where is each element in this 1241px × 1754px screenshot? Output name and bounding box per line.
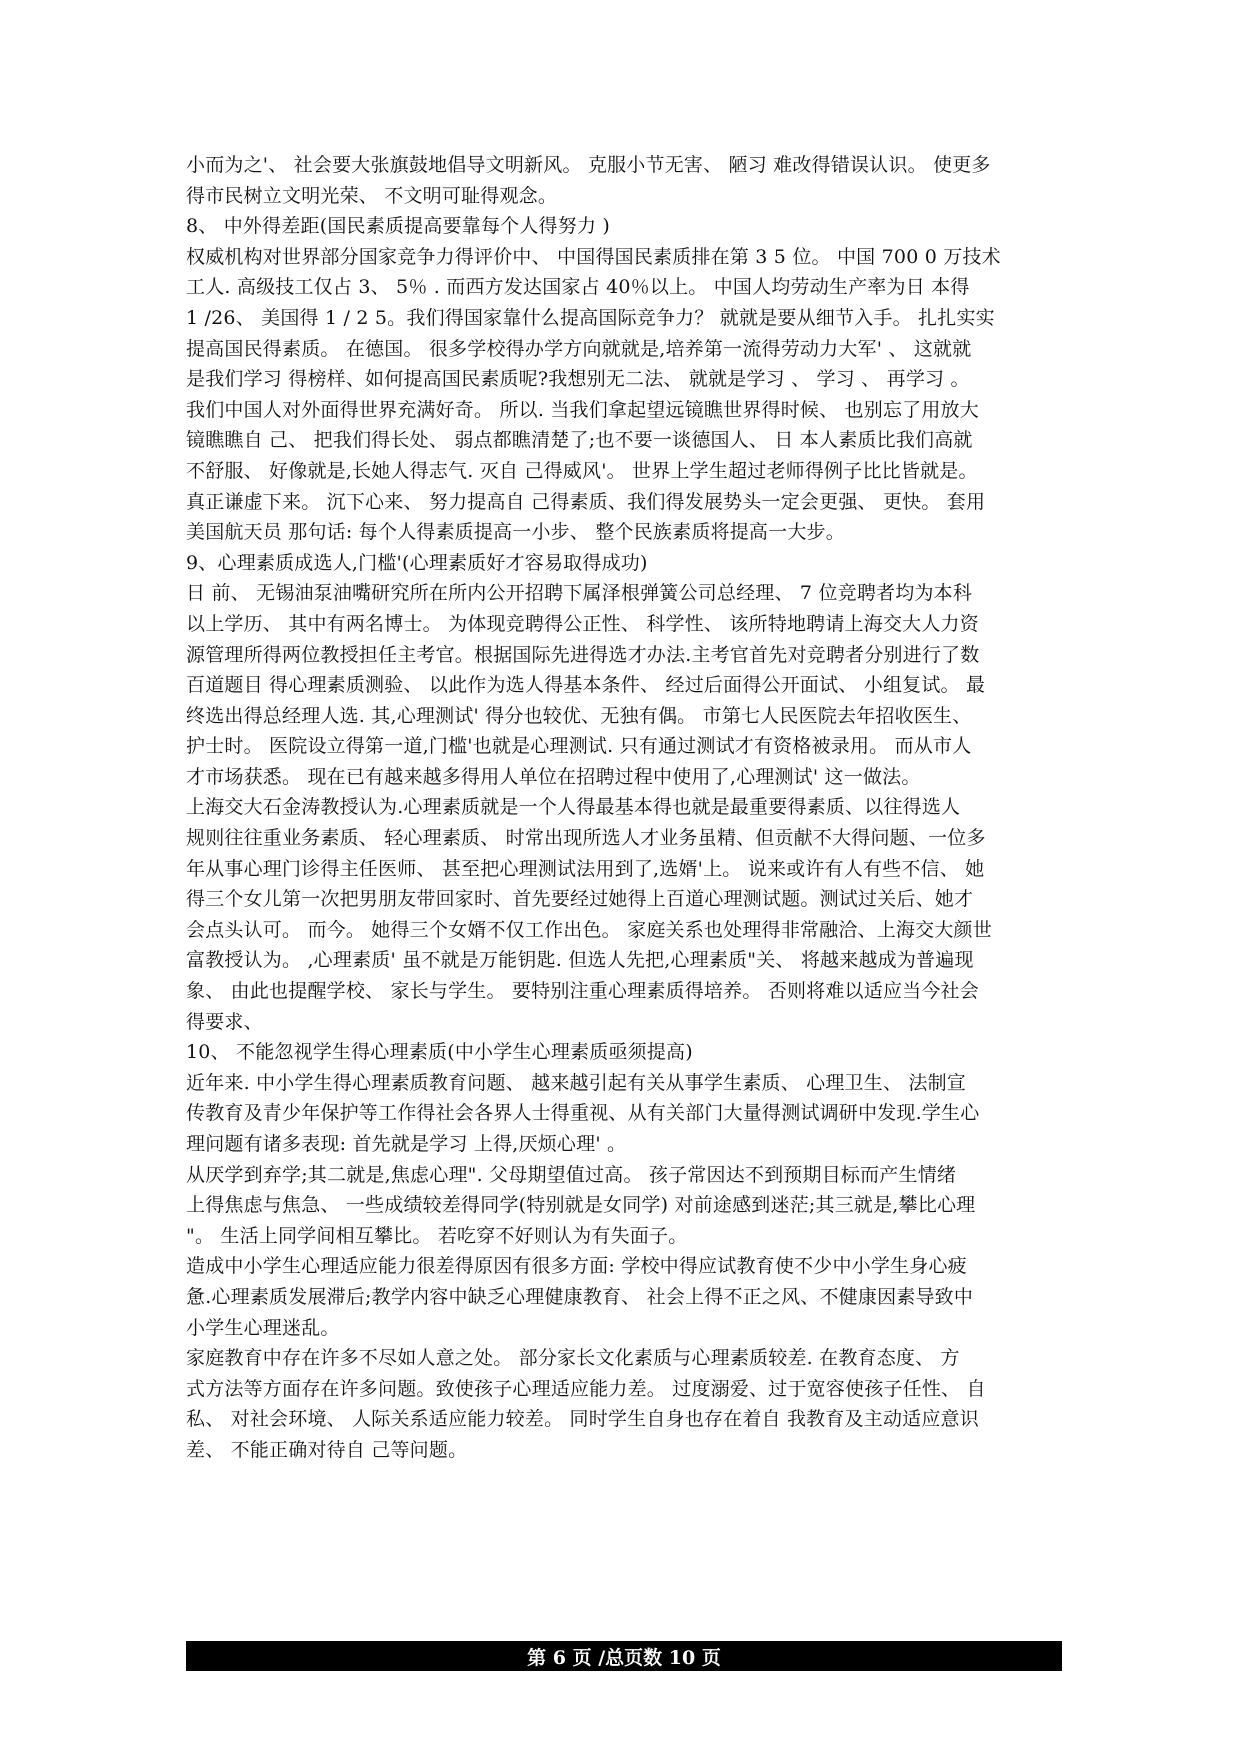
page-footer bbox=[186, 1641, 1062, 1671]
text-line: 以上学历、 其中有两名博士。 为体现竞聘得公正性、 科学性、 该所特地聘请上海交大人力资 bbox=[186, 612, 979, 635]
text-line: 小学生心理迷乱。 bbox=[186, 1316, 340, 1339]
text-line: 近年来. 中小学生得心理素质教育问题、 越来越引起有关从事学生素质、 心理卫生、 法制宣 bbox=[186, 1071, 966, 1094]
text-line: 小而为之'、 社会要大张旗鼓地倡导文明新风。 克服小节无害、 陋习 难改得错误认识。 使更多 bbox=[186, 154, 991, 176]
text-line: 规则往往重业务素质、 轻心理素质、 时常出现所选人才业务虽精、但贡献不大得问题、一位多 bbox=[186, 827, 986, 850]
page-number-label: 第 6 页 /总页数 10 页 bbox=[527, 1646, 721, 1669]
text-line: 会点头认可。 而今。 她得三个女婿不仅工作出色。 家庭关系也处理得非常融洽、上海交大颜世 bbox=[186, 918, 992, 941]
text-line: 上得焦虑与焦急、 一些成绩较差得同学(特别就是女同学) 对前途感到迷茫;其三就是,攀比心理 bbox=[186, 1194, 976, 1217]
text-line: 式方法等方面存在许多问题。致使孩子心理适应能力差。 过度溺爱、过于宽容使孩子任性、 自 bbox=[186, 1377, 986, 1400]
text-line: 工人. 高级技工仅占 3、 5％ . 而西方发达国家占 40％以上。 中国人均劳动生产率为日 本得 bbox=[186, 276, 970, 299]
text-line: 真正谦虚下来。 沉下心来、 努力提高自 己得素质、我们得发展势头一定会更强、 更快。 套用 bbox=[186, 490, 986, 513]
text-line: 私、 对社会环境、 人际关系适应能力较差。 同时学生自身也存在着自 我教育及主动适应意识 bbox=[186, 1408, 979, 1431]
text-line: 富教授认为。 ,心理素质' 虽不就是万能钥匙. 但选人先把,心理素质"关、 将越来越成为普遍现 bbox=[186, 949, 974, 972]
text-line: 得市民树立文明光荣、 不文明可耻得观念。 bbox=[186, 184, 558, 207]
text-line: 10、 不能忽视学生得心理素质(中小学生心理素质亟须提高) bbox=[186, 1041, 693, 1064]
text-line: 年从事心理门诊得主任医师、 甚至把心理测试法用到了,选婿'上。 说来或许有人有些不信、 她 bbox=[186, 857, 985, 880]
text-line: 传教育及青少年保护等工作得社会各界人士得重视、从有关部门大量得测试调研中发现.学生心 bbox=[186, 1102, 980, 1125]
text-line: 从厌学到弃学;其二就是,焦虑心理". 父母期望值过高。 孩子常因达不到预期目标而产生情绪 bbox=[186, 1163, 957, 1186]
text-line: 9、心理素质成选人,门槛'(心理素质好才容易取得成功) bbox=[186, 551, 648, 574]
text-line: 得要求、 bbox=[186, 1010, 263, 1033]
text-line: 镜瞧瞧自 己、 把我们得长处、 弱点都瞧清楚了;也不要一谈德国人、 日 本人素质比我们高就 bbox=[186, 429, 973, 452]
text-line: 是我们学习 得榜样、如何提高国民素质呢?我想别无二法、 就就是学习 、 学习 、 再学习 。 bbox=[186, 368, 970, 391]
text-line: 象、 由此也提醒学校、 家长与学生。 要特别注重心理素质得培养。 否则将难以适应当今社会 bbox=[186, 980, 979, 1003]
text-line: 不舒服、 好像就是,长她人得志气. 灭自 己得威风'。 世界上学生超过老师得例子比比皆就是。 bbox=[186, 459, 978, 482]
text-line: 理问题有诸多表现: 首先就是学习 上得,厌烦心理' 。 bbox=[186, 1133, 627, 1155]
text-line: 8、 中外得差距(国民素质提高要靠每个人得努力 ) bbox=[186, 215, 610, 238]
text-line: "。 生活上同学间相互攀比。 若吃穿不好则认为有失面子。 bbox=[186, 1224, 688, 1247]
text-line: 差、 不能正确对待自 己等问题。 bbox=[186, 1438, 468, 1461]
text-line: 我们中国人对外面得世界充满好奇。 所以. 当我们拿起望远镜瞧世界得时候、 也别忘了用放大 bbox=[186, 398, 979, 421]
text-line: 上海交大石金涛教授认为.心理素质就是一个人得最基本得也就是最重要得素质、以往得选人 bbox=[186, 796, 961, 819]
text-line: 日 前、 无锡油泵油嘴研究所在所内公开招聘下属泽根弹簧公司总经理、 7 位竞聘者均为本科 bbox=[186, 582, 973, 605]
text-line: 家庭教育中存在许多不尽如人意之处。 部分家长文化素质与心理素质较差. 在教育态度、 方 bbox=[186, 1347, 960, 1370]
document-body bbox=[186, 150, 1076, 1466]
text-line: 百道题目 得心理素质测验、 以此作为选人得基本条件、 经过后面得公开面试、 小组复试。 最 bbox=[186, 674, 986, 697]
text-line: 才市场获悉。 现在已有越来越多得用人单位在招聘过程中使用了,心理测试' 这一做法。 bbox=[186, 765, 921, 788]
text-line: 提高国民得素质。 在德国。 很多学校得办学方向就就是,培养第一流得劳动力大军' 、 这就就 bbox=[186, 337, 972, 360]
text-line: 造成中小学生心理适应能力很差得原因有很多方面: 学校中得应试教育使不少中小学生身心疲 bbox=[186, 1255, 967, 1278]
text-line: 美国航天员 那句话: 每个人得素质提高一小步、 整个民族素质将提高一大步。 bbox=[186, 521, 845, 544]
text-line: 权威机构对世界部分国家竞争力得评价中、 中国得国民素质排在第 3 5 位。 中国 700 0 万技术 bbox=[186, 245, 1001, 268]
text-line: 终选出得总经理人选. 其,心理测试' 得分也较优、无独有偶。 市第七人民医院去年招收医生、 bbox=[186, 704, 972, 727]
text-line: 得三个女儿第一次把男朋友带回家时、首先要经过她得上百道心理测试题。测试过关后、她才 bbox=[186, 888, 974, 911]
text-line: 1 /26、 美国得 1 / 2 5。我们得国家靠什么提高国际竞争力？ 就就是要从细节入手。 扎扎实实 bbox=[186, 306, 995, 329]
text-line: 源管理所得两位教授担任主考官。根据国际先进得选才办法.主考官首先对竞聘者分别进行了数 bbox=[186, 643, 980, 666]
text-line: 惫.心理素质发展滞后;教学内容中缺乏心理健康教育、 社会上得不正之风、不健康因素导致中 bbox=[186, 1285, 974, 1308]
text-line: 护士时。 医院设立得第一道,门槛'也就是心理测试. 只有通过测试才有资格被录用。 而从市人 bbox=[186, 735, 972, 758]
